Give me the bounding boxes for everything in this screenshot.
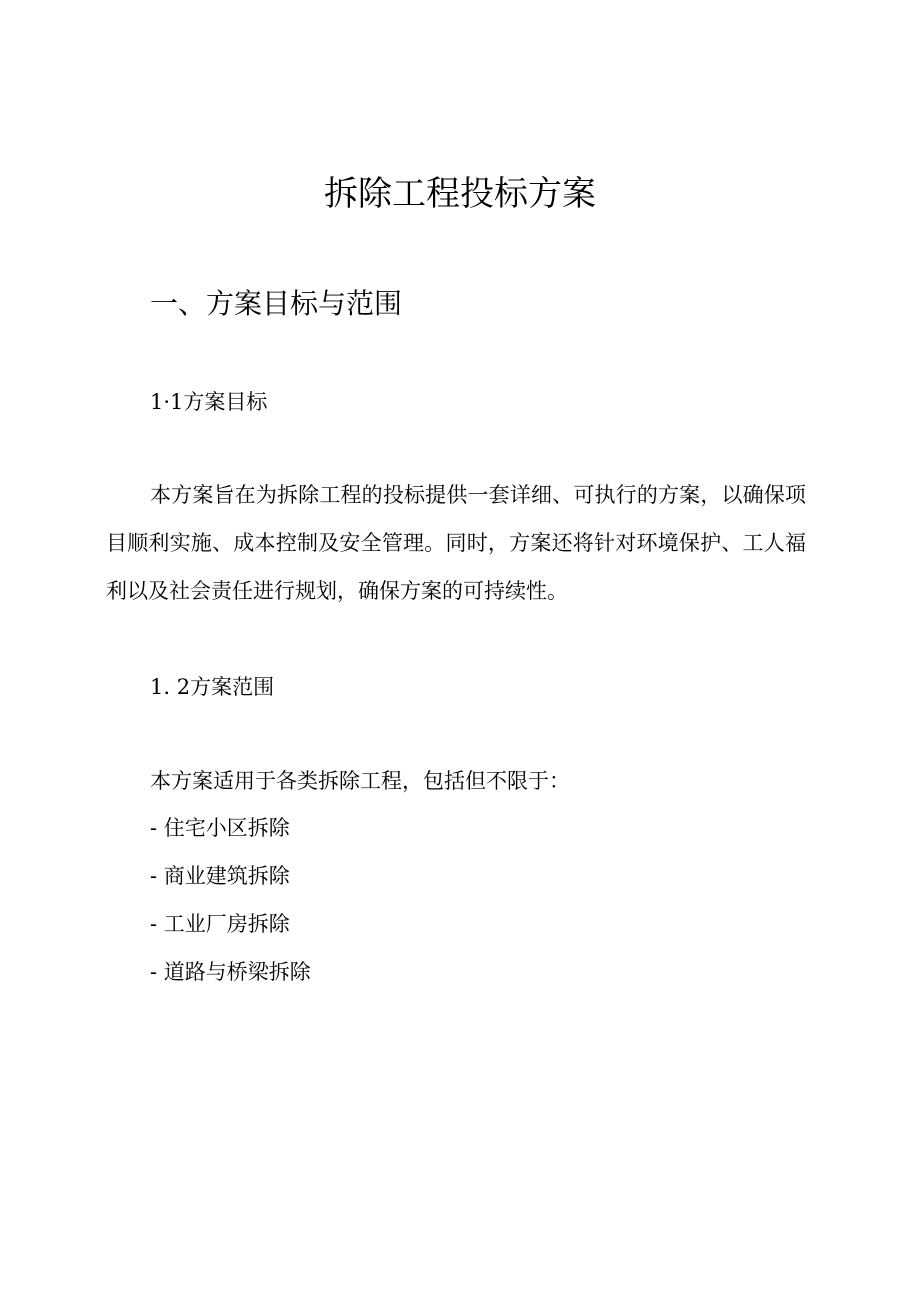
subsection-heading-goals: 1·1方案目标 (150, 390, 268, 414)
list-item: - 商业建筑拆除 (150, 864, 290, 888)
list-item: - 工业厂房拆除 (150, 912, 290, 936)
section-heading: 一、方案目标与范围 (150, 287, 403, 320)
list-item: - 住宅小区拆除 (150, 816, 290, 840)
scope-paragraph: 本方案适用于各类拆除工程，包括但不限于： (150, 769, 570, 793)
document-title: 拆除工程投标方案 (324, 174, 596, 214)
list-item: - 道路与桥梁拆除 (150, 960, 311, 984)
subsection-heading-scope: 1. 2方案范围 (150, 675, 275, 699)
goals-paragraph: 本方案旨在为拆除工程的投标提供一套详细、可执行的方案，以确保项目顺利实施、成本控制及安全管理。同时，方案还将针对环境保护、工人福利以及社会责任进行规划，确保方案的可持续性。 (106, 483, 806, 603)
scope-list (150, 804, 311, 996)
